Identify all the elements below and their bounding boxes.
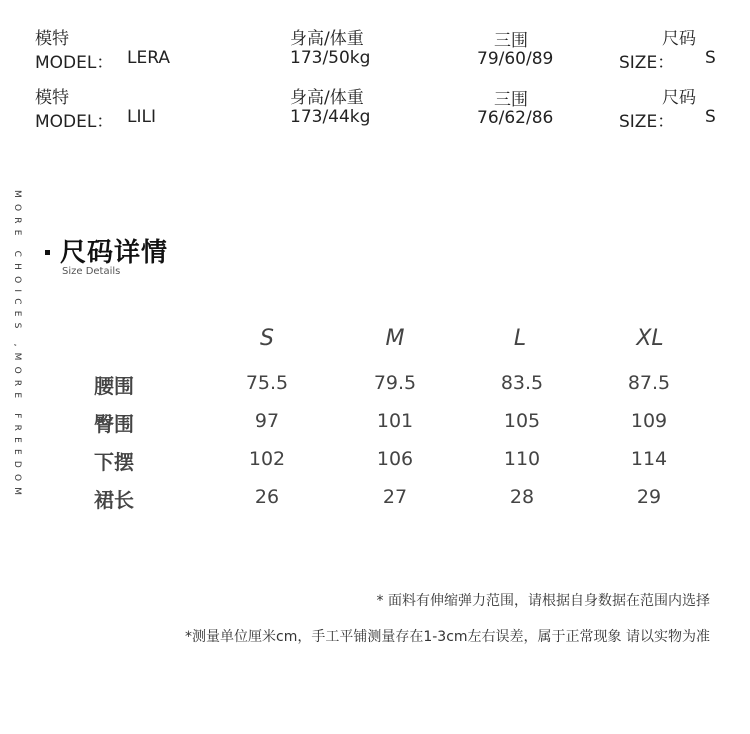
table-cell: 87.5 — [627, 372, 671, 394]
model-label-cn: 模特 — [35, 29, 69, 49]
model-name: LILI — [127, 107, 156, 127]
height-weight-value: 173/50kg — [290, 48, 371, 68]
model-name: LERA — [127, 48, 170, 68]
size-label-cn: 尺码 — [662, 88, 696, 108]
table-cell: 79.5 — [373, 372, 417, 394]
table-cell: 109 — [630, 410, 668, 432]
row-label-hem: 下摆 — [94, 450, 134, 474]
section-title: 尺码详情 — [60, 238, 169, 268]
table-cell: 105 — [503, 410, 541, 432]
measurements-label: 三围 — [494, 90, 528, 110]
table-cell: 28 — [509, 486, 535, 508]
model-label: MODEL： — [35, 53, 114, 73]
table-cell: 75.5 — [245, 372, 289, 394]
size-label: SIZE： — [619, 53, 675, 73]
height-weight-label: 身高/体重 — [290, 29, 364, 49]
height-weight-value: 173/44kg — [290, 107, 371, 127]
row-label-waist: 腰围 — [94, 374, 134, 398]
height-weight-label: 身高/体重 — [290, 88, 364, 108]
measurements-value: 79/60/89 — [477, 49, 554, 69]
row-label-skirt-length: 裙长 — [94, 488, 134, 512]
note-measurement-error: *测量单位厘米cm，手工平铺测量存在1-3cm左右误差，属于正常现象 请以实物为准 — [185, 629, 710, 645]
size-label: SIZE： — [619, 112, 675, 132]
section-subtitle: Size Details — [62, 266, 121, 277]
column-header-xl: XL — [636, 326, 664, 351]
table-cell: 106 — [376, 448, 414, 470]
table-cell: 114 — [630, 448, 668, 470]
table-cell: 83.5 — [500, 372, 544, 394]
column-header-m: M — [385, 326, 405, 351]
model-label: MODEL： — [35, 112, 114, 132]
table-cell: 26 — [254, 486, 280, 508]
size-value: S — [705, 48, 716, 68]
size-label-cn: 尺码 — [662, 29, 696, 49]
measurements-value: 76/62/86 — [477, 108, 554, 128]
size-value: S — [705, 107, 716, 127]
column-header-s: S — [260, 326, 274, 351]
table-cell: 102 — [248, 448, 286, 470]
section-bullet — [45, 250, 50, 255]
table-cell: 110 — [503, 448, 541, 470]
table-cell: 27 — [382, 486, 408, 508]
side-slogan — [8, 190, 24, 520]
table-cell: 101 — [376, 410, 414, 432]
note-elastic-range: * 面料有伸缩弹力范围，请根据自身数据在范围内选择 — [376, 593, 710, 609]
table-cell: 29 — [636, 486, 662, 508]
row-label-hip: 臀围 — [94, 412, 134, 436]
model-label-cn: 模特 — [35, 88, 69, 108]
measurements-label: 三围 — [494, 31, 528, 51]
column-header-l: L — [513, 326, 527, 351]
side-slogan-text: MORE CHOICES ,MORE FREEDOM — [12, 190, 22, 502]
table-cell: 97 — [254, 410, 280, 432]
